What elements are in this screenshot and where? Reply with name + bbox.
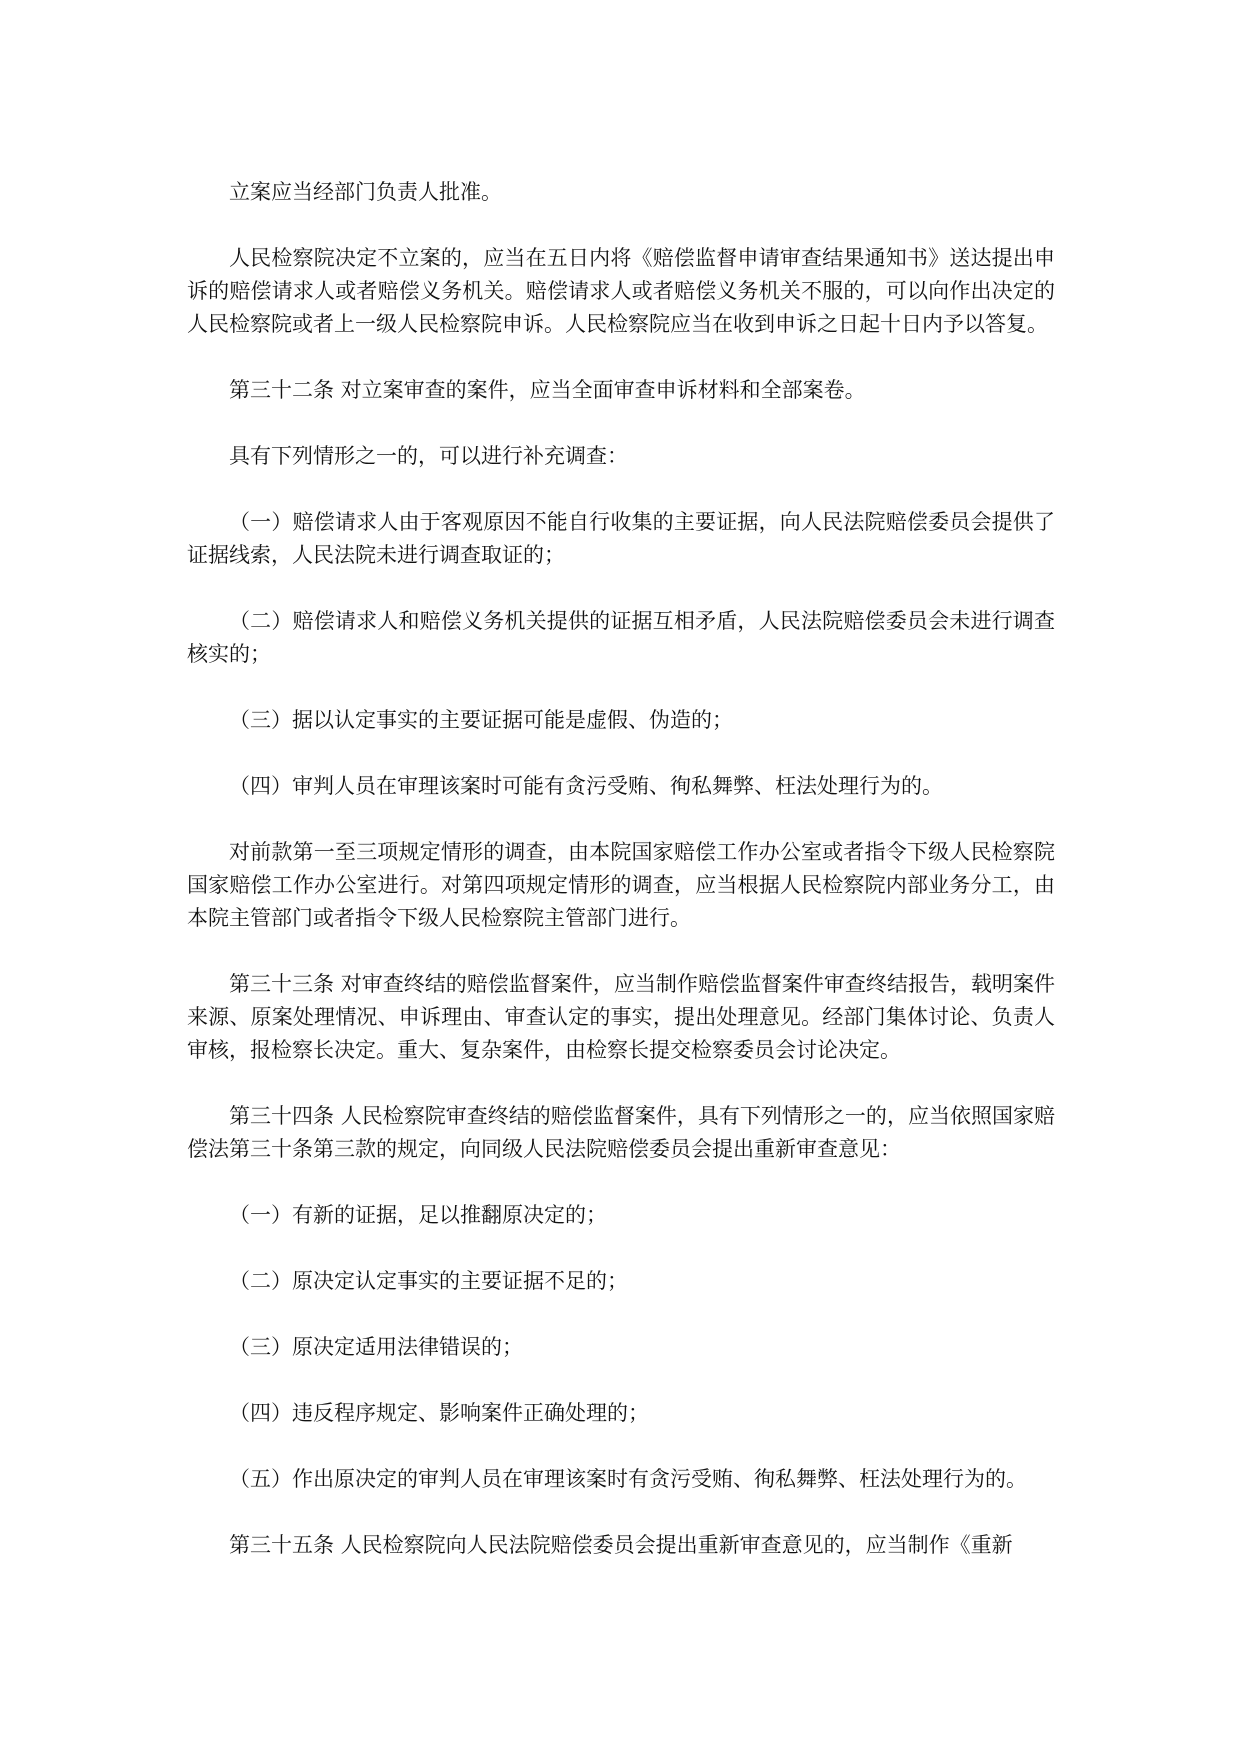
document-body: [187, 176, 1055, 1595]
list-item-review-4: （四）违反程序规定、影响案件正确处理的；: [229, 1401, 649, 1425]
list-item-investigation-2: （二）赔偿请求人和赔偿义务机关提供的证据互相矛盾，人民法院赔偿委员会未进行调查核实的；: [187, 609, 1055, 666]
paragraph-article-35: 第三十五条 人民检察院向人民法院赔偿委员会提出重新审查意见的，应当制作《重新: [229, 1533, 1013, 1557]
paragraph-article-34: 第三十四条 人民检察院审查终结的赔偿监督案件，具有下列情形之一的，应当依照国家赔偿法第三十条第三款的规定，向同级人民法院赔偿委员会提出重新审查意见：: [187, 1104, 1055, 1161]
paragraph-article-33: 第三十三条 对审查终结的赔偿监督案件，应当制作赔偿监督案件审查终结报告，载明案件来源、原案处理情况、申诉理由、审查认定的事实，提出处理意见。经部门集体讨论、负责人审核，报检察长决定。重大、复杂案件，由检察长提交检察委员会讨论决定。: [187, 972, 1055, 1062]
paragraph-investigation-responsibility: 对前款第一至三项规定情形的调查，由本院国家赔偿工作办公室或者指令下级人民检察院国家赔偿工作办公室进行。对第四项规定情形的调查，应当根据人民检察院内部业务分工，由本院主管部门或者指令下级人民检察院主管部门进行。: [187, 840, 1055, 930]
list-item-review-3: （三）原决定适用法律错误的；: [229, 1335, 523, 1359]
paragraph-supplementary-investigation: 具有下列情形之一的，可以进行补充调查：: [229, 444, 628, 468]
paragraph-approval: 立案应当经部门负责人批准。: [229, 180, 502, 204]
list-item-investigation-4: （四）审判人员在审理该案时可能有贪污受贿、徇私舞弊、枉法处理行为的。: [229, 774, 943, 798]
paragraph-article-32: 第三十二条 对立案审查的案件，应当全面审查申诉材料和全部案卷。: [229, 378, 866, 402]
paragraph-no-filing: 人民检察院决定不立案的，应当在五日内将《赔偿监督申请审查结果通知书》送达提出申诉的赔偿请求人或者赔偿义务机关。赔偿请求人或者赔偿义务机关不服的，可以向作出决定的人民检察院或者上一级人民检察院申诉。人民检察院应当在收到申诉之日起十日内予以答复。: [187, 246, 1055, 336]
list-item-review-1: （一）有新的证据，足以推翻原决定的；: [229, 1203, 607, 1227]
list-item-review-2: （二）原决定认定事实的主要证据不足的；: [229, 1269, 628, 1293]
list-item-investigation-3: （三）据以认定事实的主要证据可能是虚假、伪造的；: [229, 708, 733, 732]
list-item-review-5: （五）作出原决定的审判人员在审理该案时有贪污受贿、徇私舞弊、枉法处理行为的。: [229, 1467, 1027, 1491]
list-item-investigation-1: （一）赔偿请求人由于客观原因不能自行收集的主要证据，向人民法院赔偿委员会提供了证据线索，人民法院未进行调查取证的；: [187, 510, 1055, 567]
